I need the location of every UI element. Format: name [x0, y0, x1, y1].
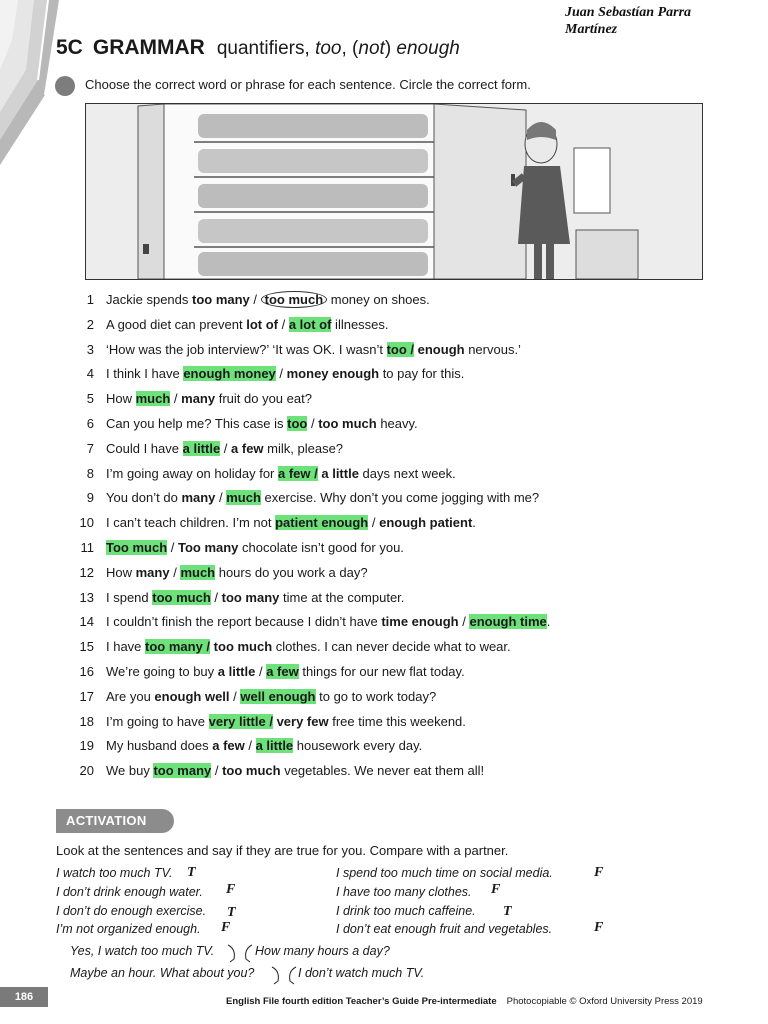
- sentence-fragment: /: [169, 564, 181, 580]
- question-item: [56, 315, 746, 340]
- sentence-fragment: I think I have: [106, 366, 184, 382]
- question-text: [106, 736, 422, 756]
- question-text: [106, 315, 389, 335]
- corner-decoration: [0, 0, 60, 165]
- sentence-fragment: /: [167, 539, 178, 555]
- highlighted-answer[interactable]: too /: [386, 341, 415, 357]
- statement-right-1: I spend too much time on social media.: [336, 866, 553, 880]
- question-item: [56, 414, 746, 439]
- question-text: [106, 563, 368, 583]
- sentence-fragment: days next week.: [358, 465, 456, 481]
- sentence-fragment: /: [244, 738, 256, 754]
- question-item: [56, 712, 746, 737]
- footer: English File fourth edition Teacher’s Guide Pre-intermediate Photocopiable © Oxford University Press 2019: [226, 996, 703, 1007]
- sentence-fragment: I’m going away on holiday for: [106, 465, 278, 481]
- activation-label: ACTIVATION: [56, 809, 174, 833]
- sentence-fragment: free time this weekend.: [328, 713, 466, 729]
- statement-right-2: I have too many clothes.: [336, 885, 472, 899]
- question-item: [56, 389, 746, 414]
- sentence-fragment: /: [368, 515, 380, 531]
- highlighted-answer[interactable]: patient enough: [275, 515, 369, 531]
- sentence-fragment: My husband does: [106, 738, 213, 754]
- question-number: 18: [79, 713, 94, 729]
- sentence-fragment: exercise. Why don’t you come jogging with me?: [260, 490, 540, 506]
- answer-mark: T: [503, 904, 512, 919]
- question-number: 15: [79, 639, 94, 655]
- sentence-fragment: A good diet can prevent: [106, 316, 247, 332]
- question-text: [106, 414, 418, 434]
- question-number: 8: [86, 465, 94, 481]
- question-text: [106, 488, 539, 508]
- answer-option[interactable]: a few: [212, 738, 245, 754]
- highlighted-answer[interactable]: enough money: [183, 366, 276, 382]
- statement-left-3: I don’t do enough exercise.: [56, 904, 207, 918]
- question-item: [56, 588, 746, 613]
- question-item: [56, 340, 746, 365]
- answer-option[interactable]: enough well: [154, 688, 230, 704]
- sentence-fragment: /: [255, 663, 267, 679]
- question-text: [106, 389, 312, 409]
- sentence-fragment: things for our new flat today.: [298, 663, 465, 679]
- answer-option[interactable]: enough: [417, 341, 465, 357]
- shoe-closet-illustration: [85, 103, 703, 280]
- sentence-fragment: chocolate isn’t good for you.: [238, 539, 404, 555]
- highlighted-answer[interactable]: enough time: [469, 614, 547, 630]
- answer-option[interactable]: many: [181, 490, 216, 506]
- highlighted-answer[interactable]: much: [135, 391, 171, 407]
- question-number: 20: [79, 763, 94, 779]
- answer-option[interactable]: a little: [321, 465, 359, 481]
- circled-answer[interactable]: too much: [261, 291, 328, 308]
- statement-right-3: I drink too much caffeine.: [336, 904, 476, 918]
- answer-option[interactable]: enough patient: [379, 515, 473, 531]
- sentence-fragment: money on shoes.: [327, 292, 430, 307]
- answer-option[interactable]: many: [135, 564, 170, 580]
- sentence-fragment: /: [211, 763, 223, 779]
- answer-option[interactable]: too many: [221, 589, 280, 605]
- question-number: 19: [79, 738, 94, 754]
- question-item: [56, 290, 746, 315]
- exercise-bullet: [55, 76, 75, 96]
- highlighted-answer[interactable]: too much: [152, 589, 211, 605]
- sentence-fragment: time at the computer.: [279, 589, 405, 605]
- question-text: [106, 340, 521, 360]
- sentence-fragment: /: [458, 614, 470, 630]
- dialogue-line-b1: How many hours a day?: [255, 944, 390, 958]
- statement-left-2: I don’t drink enough water.: [56, 885, 203, 899]
- question-item: [56, 488, 746, 513]
- sentence-fragment: I spend: [106, 589, 153, 605]
- sentence-fragment: /: [215, 490, 227, 506]
- question-item: [56, 612, 746, 637]
- statement-left-4: I’m not organized enough.: [56, 922, 201, 936]
- question-item: [56, 364, 746, 389]
- sentence-fragment: I couldn’t finish the report because I didn’t have: [106, 614, 382, 630]
- student-name: Juan Sebastían Parra Martínez: [565, 5, 692, 37]
- sentence-fragment: Are you: [106, 688, 155, 704]
- answer-option[interactable]: many: [181, 391, 216, 407]
- sentence-fragment: vegetables. We never eat them all!: [280, 763, 485, 779]
- question-number: 13: [79, 589, 94, 605]
- question-number: 9: [86, 490, 94, 506]
- answer-mark: F: [594, 865, 604, 880]
- sentence-fragment: Could I have: [106, 440, 183, 456]
- sentence-fragment: housework every day.: [293, 738, 423, 754]
- question-text: [106, 538, 404, 558]
- sentence-fragment: clothes. I can never decide what to wear.: [272, 639, 511, 655]
- sentence-fragment: /: [210, 589, 222, 605]
- highlighted-answer[interactable]: a little: [255, 738, 294, 754]
- speech-bubble-icon: [226, 943, 256, 965]
- question-text: [106, 464, 456, 484]
- sentence-fragment: I’m going to have: [106, 713, 209, 729]
- highlighted-answer[interactable]: very little /: [208, 713, 273, 729]
- exercise-instruction: Choose the correct word or phrase for each sentence. Circle the correct form.: [85, 77, 531, 92]
- question-number: 12: [79, 564, 94, 580]
- question-item: [56, 687, 746, 712]
- question-number: 17: [79, 688, 94, 704]
- answer-mark: F: [491, 882, 501, 897]
- speech-bubble-icon: [270, 965, 300, 987]
- sentence-fragment: illnesses.: [331, 316, 389, 332]
- answer-mark: T: [187, 865, 196, 880]
- sentence-fragment: How: [106, 391, 136, 407]
- sentence-fragment: milk, please?: [263, 440, 344, 456]
- question-number: 16: [79, 663, 94, 679]
- sentence-fragment: /: [249, 292, 261, 307]
- question-number: 2: [86, 316, 94, 332]
- page-title: 5C GRAMMAR quantifiers, too, (not) enough: [56, 36, 460, 59]
- question-item: [56, 662, 746, 687]
- sentence-fragment: We’re going to buy: [106, 663, 218, 679]
- sentence-fragment: /: [277, 316, 289, 332]
- question-text: [106, 290, 430, 310]
- answer-mark: F: [221, 920, 231, 935]
- highlighted-answer[interactable]: a lot of: [288, 316, 332, 332]
- question-text: [106, 439, 343, 459]
- dialogue-line-b2: I don’t watch much TV.: [298, 966, 425, 980]
- answer-option[interactable]: too much: [318, 415, 377, 431]
- question-text: [106, 588, 404, 608]
- question-item: [56, 538, 746, 563]
- sentence-fragment: .: [472, 515, 476, 531]
- highlighted-answer[interactable]: a little: [182, 440, 221, 456]
- question-number: 4: [86, 366, 94, 382]
- sentence-fragment: Can you help me? This case is: [106, 415, 288, 431]
- sentence-fragment: /: [275, 366, 287, 382]
- dialogue-line-a2: Maybe an hour. What about you?: [70, 966, 255, 980]
- question-text: [106, 612, 550, 632]
- answer-mark: T: [227, 905, 236, 920]
- sentence-fragment: /: [229, 688, 241, 704]
- highlighted-answer[interactable]: much: [226, 490, 261, 506]
- answer-option[interactable]: money enough: [286, 366, 380, 382]
- sentence-fragment: ‘How was the job interview?’ ‘It was OK. I wasn’t: [106, 341, 387, 357]
- sentence-fragment: to go to work today?: [315, 688, 437, 704]
- highlighted-answer[interactable]: much: [180, 564, 216, 580]
- sentence-fragment: /: [170, 391, 182, 407]
- answer-option[interactable]: too much: [213, 639, 273, 655]
- sentence-fragment: .: [546, 614, 551, 630]
- answer-option[interactable]: lot of: [246, 316, 278, 332]
- question-number: 5: [86, 391, 94, 407]
- sentence-fragment: hours do you work a day?: [215, 564, 368, 580]
- question-text: [106, 761, 484, 781]
- question-text: [106, 662, 465, 682]
- sentence-fragment: to pay for this.: [379, 366, 465, 382]
- sentence-fragment: fruit do you eat?: [215, 391, 312, 407]
- question-number: 14: [79, 614, 94, 630]
- question-item: [56, 761, 746, 786]
- answer-option[interactable]: a few: [231, 440, 264, 456]
- answer-mark: F: [226, 882, 236, 897]
- sentence-fragment: nervous.’: [464, 341, 521, 357]
- highlighted-answer[interactable]: Too much: [106, 539, 168, 555]
- highlighted-answer[interactable]: too: [287, 415, 308, 431]
- question-number: 3: [86, 341, 94, 357]
- answer-mark: F: [594, 920, 604, 935]
- question-list: [56, 290, 746, 786]
- question-item: [56, 637, 746, 662]
- question-item: [56, 563, 746, 588]
- question-item: [56, 513, 746, 538]
- dialogue-line-a1: Yes, I watch too much TV.: [70, 944, 215, 958]
- question-number: 7: [86, 440, 94, 456]
- answer-option[interactable]: very few: [276, 713, 329, 729]
- question-item: [56, 464, 746, 489]
- sentence-fragment: I have: [106, 639, 146, 655]
- highlighted-answer[interactable]: too many /: [145, 639, 211, 655]
- highlighted-answer[interactable]: well enough: [240, 688, 316, 704]
- answer-option[interactable]: time enough: [381, 614, 459, 630]
- highlighted-answer[interactable]: a few: [266, 663, 299, 679]
- answer-option[interactable]: Too many: [177, 539, 239, 555]
- question-number: 6: [86, 415, 94, 431]
- question-text: [106, 637, 511, 657]
- statement-left-1: I watch too much TV.: [56, 866, 173, 880]
- question-text: [106, 364, 464, 384]
- question-number: 11: [80, 539, 94, 555]
- sentence-fragment: We buy: [106, 763, 154, 779]
- highlighted-answer[interactable]: a few /: [277, 465, 318, 481]
- sentence-fragment: /: [307, 415, 319, 431]
- sentence-fragment: /: [220, 440, 232, 456]
- sentence-fragment: I can’t teach children. I’m not: [106, 515, 276, 531]
- question-number: 10: [79, 515, 94, 531]
- answer-option[interactable]: too many: [192, 292, 250, 307]
- sentence-fragment: You don’t do: [106, 490, 182, 506]
- question-text: [106, 712, 466, 732]
- question-text: [106, 687, 436, 707]
- sentence-fragment: Jackie spends: [106, 292, 192, 307]
- statement-right-4: I don’t eat enough fruit and vegetables.: [336, 922, 553, 936]
- question-item: [56, 736, 746, 761]
- sentence-fragment: How: [106, 564, 136, 580]
- question-item: [56, 439, 746, 464]
- question-number: 1: [86, 292, 94, 307]
- answer-option[interactable]: a little: [217, 663, 256, 679]
- sentence-fragment: heavy.: [376, 415, 418, 431]
- activation-instruction: Look at the sentences and say if they are true for you. Compare with a partner.: [56, 843, 509, 858]
- answer-option[interactable]: too much: [222, 763, 281, 779]
- question-text: [106, 513, 476, 533]
- page-number: 186: [0, 987, 48, 1007]
- highlighted-answer[interactable]: too many: [153, 763, 212, 779]
